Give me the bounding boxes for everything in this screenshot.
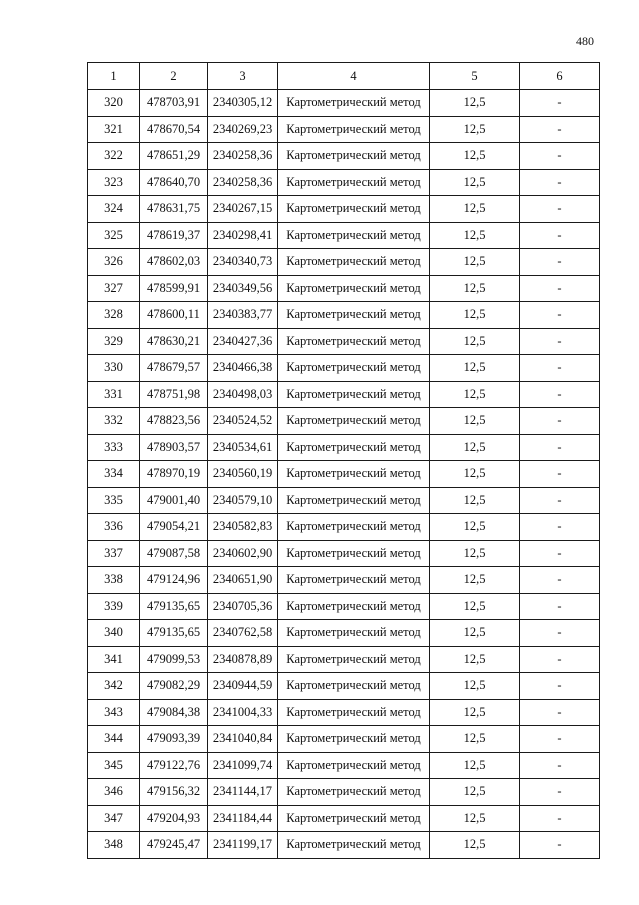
point-number-cell: 347 <box>88 805 140 832</box>
note-cell: - <box>520 646 600 673</box>
x-coordinate-cell: 478602,03 <box>140 249 208 276</box>
column-header: 6 <box>520 63 600 90</box>
accuracy-cell: 12,5 <box>430 620 520 647</box>
point-number-cell: 345 <box>88 752 140 779</box>
note-cell: - <box>520 302 600 329</box>
y-coordinate-cell: 2340427,36 <box>208 328 278 355</box>
point-number-cell: 337 <box>88 540 140 567</box>
accuracy-cell: 12,5 <box>430 699 520 726</box>
y-coordinate-cell: 2340267,15 <box>208 196 278 223</box>
page-number: 480 <box>576 34 594 48</box>
table-row <box>88 805 600 832</box>
y-coordinate-cell: 2340305,12 <box>208 90 278 117</box>
table-row <box>88 752 600 779</box>
point-number-cell: 338 <box>88 567 140 594</box>
x-coordinate-cell: 479156,32 <box>140 779 208 806</box>
point-number-cell: 340 <box>88 620 140 647</box>
method-cell: Картометрический метод <box>278 832 430 859</box>
point-number-cell: 339 <box>88 593 140 620</box>
method-cell: Картометрический метод <box>278 567 430 594</box>
note-cell: - <box>520 673 600 700</box>
note-cell: - <box>520 249 600 276</box>
point-number-cell: 327 <box>88 275 140 302</box>
y-coordinate-cell: 2340944,59 <box>208 673 278 700</box>
table-row <box>88 514 600 541</box>
accuracy-cell: 12,5 <box>430 381 520 408</box>
accuracy-cell: 12,5 <box>430 249 520 276</box>
accuracy-cell: 12,5 <box>430 434 520 461</box>
point-number-cell: 322 <box>88 143 140 170</box>
table-row <box>88 779 600 806</box>
method-cell: Картометрический метод <box>278 249 430 276</box>
note-cell: - <box>520 832 600 859</box>
table-row <box>88 699 600 726</box>
method-cell: Картометрический метод <box>278 540 430 567</box>
point-number-cell: 341 <box>88 646 140 673</box>
x-coordinate-cell: 479001,40 <box>140 487 208 514</box>
point-number-cell: 331 <box>88 381 140 408</box>
accuracy-cell: 12,5 <box>430 646 520 673</box>
point-number-cell: 348 <box>88 832 140 859</box>
method-cell: Картометрический метод <box>278 302 430 329</box>
note-cell: - <box>520 752 600 779</box>
accuracy-cell: 12,5 <box>430 116 520 143</box>
point-number-cell: 324 <box>88 196 140 223</box>
x-coordinate-cell: 478600,11 <box>140 302 208 329</box>
note-cell: - <box>520 275 600 302</box>
note-cell: - <box>520 90 600 117</box>
point-number-cell: 344 <box>88 726 140 753</box>
coordinates-table <box>87 62 600 859</box>
accuracy-cell: 12,5 <box>430 302 520 329</box>
note-cell: - <box>520 381 600 408</box>
point-number-cell: 321 <box>88 116 140 143</box>
y-coordinate-cell: 2341184,44 <box>208 805 278 832</box>
point-number-cell: 343 <box>88 699 140 726</box>
table-body <box>88 90 600 859</box>
x-coordinate-cell: 479124,96 <box>140 567 208 594</box>
point-number-cell: 335 <box>88 487 140 514</box>
method-cell: Картометрический метод <box>278 593 430 620</box>
x-coordinate-cell: 479093,39 <box>140 726 208 753</box>
y-coordinate-cell: 2340705,36 <box>208 593 278 620</box>
table-row <box>88 116 600 143</box>
y-coordinate-cell: 2341004,33 <box>208 699 278 726</box>
table-row <box>88 434 600 461</box>
x-coordinate-cell: 478619,37 <box>140 222 208 249</box>
point-number-cell: 328 <box>88 302 140 329</box>
y-coordinate-cell: 2340258,36 <box>208 143 278 170</box>
accuracy-cell: 12,5 <box>430 487 520 514</box>
column-header: 5 <box>430 63 520 90</box>
table-row <box>88 620 600 647</box>
x-coordinate-cell: 478823,56 <box>140 408 208 435</box>
note-cell: - <box>520 699 600 726</box>
method-cell: Картометрический метод <box>278 646 430 673</box>
y-coordinate-cell: 2340878,89 <box>208 646 278 673</box>
table-row <box>88 567 600 594</box>
method-cell: Картометрический метод <box>278 222 430 249</box>
table-row <box>88 832 600 859</box>
table-row <box>88 646 600 673</box>
accuracy-cell: 12,5 <box>430 752 520 779</box>
point-number-cell: 329 <box>88 328 140 355</box>
note-cell: - <box>520 540 600 567</box>
point-number-cell: 326 <box>88 249 140 276</box>
accuracy-cell: 12,5 <box>430 832 520 859</box>
accuracy-cell: 12,5 <box>430 567 520 594</box>
table-row <box>88 540 600 567</box>
accuracy-cell: 12,5 <box>430 593 520 620</box>
note-cell: - <box>520 169 600 196</box>
method-cell: Картометрический метод <box>278 143 430 170</box>
x-coordinate-cell: 478631,75 <box>140 196 208 223</box>
x-coordinate-cell: 479084,38 <box>140 699 208 726</box>
accuracy-cell: 12,5 <box>430 461 520 488</box>
x-coordinate-cell: 479122,76 <box>140 752 208 779</box>
method-cell: Картометрический метод <box>278 434 430 461</box>
method-cell: Картометрический метод <box>278 328 430 355</box>
table-row <box>88 461 600 488</box>
table-row <box>88 328 600 355</box>
y-coordinate-cell: 2341144,17 <box>208 779 278 806</box>
x-coordinate-cell: 478640,70 <box>140 169 208 196</box>
note-cell: - <box>520 620 600 647</box>
x-coordinate-cell: 478599,91 <box>140 275 208 302</box>
note-cell: - <box>520 593 600 620</box>
method-cell: Картометрический метод <box>278 275 430 302</box>
note-cell: - <box>520 116 600 143</box>
y-coordinate-cell: 2340466,38 <box>208 355 278 382</box>
method-cell: Картометрический метод <box>278 487 430 514</box>
point-number-cell: 336 <box>88 514 140 541</box>
y-coordinate-cell: 2340582,83 <box>208 514 278 541</box>
x-coordinate-cell: 478630,21 <box>140 328 208 355</box>
column-header: 2 <box>140 63 208 90</box>
table-row <box>88 381 600 408</box>
accuracy-cell: 12,5 <box>430 143 520 170</box>
table-row <box>88 726 600 753</box>
accuracy-cell: 12,5 <box>430 328 520 355</box>
method-cell: Картометрический метод <box>278 699 430 726</box>
table-row <box>88 169 600 196</box>
method-cell: Картометрический метод <box>278 196 430 223</box>
note-cell: - <box>520 196 600 223</box>
y-coordinate-cell: 2340269,23 <box>208 116 278 143</box>
y-coordinate-cell: 2340762,58 <box>208 620 278 647</box>
x-coordinate-cell: 479135,65 <box>140 593 208 620</box>
x-coordinate-cell: 478679,57 <box>140 355 208 382</box>
accuracy-cell: 12,5 <box>430 726 520 753</box>
y-coordinate-cell: 2340340,73 <box>208 249 278 276</box>
point-number-cell: 346 <box>88 779 140 806</box>
accuracy-cell: 12,5 <box>430 275 520 302</box>
accuracy-cell: 12,5 <box>430 540 520 567</box>
point-number-cell: 333 <box>88 434 140 461</box>
y-coordinate-cell: 2340651,90 <box>208 567 278 594</box>
y-coordinate-cell: 2341199,17 <box>208 832 278 859</box>
accuracy-cell: 12,5 <box>430 196 520 223</box>
method-cell: Картометрический метод <box>278 514 430 541</box>
x-coordinate-cell: 479054,21 <box>140 514 208 541</box>
method-cell: Картометрический метод <box>278 169 430 196</box>
accuracy-cell: 12,5 <box>430 222 520 249</box>
y-coordinate-cell: 2340579,10 <box>208 487 278 514</box>
table-row <box>88 143 600 170</box>
table-row <box>88 593 600 620</box>
note-cell: - <box>520 487 600 514</box>
note-cell: - <box>520 779 600 806</box>
y-coordinate-cell: 2340383,77 <box>208 302 278 329</box>
y-coordinate-cell: 2341040,84 <box>208 726 278 753</box>
table-row <box>88 673 600 700</box>
x-coordinate-cell: 478703,91 <box>140 90 208 117</box>
y-coordinate-cell: 2340349,56 <box>208 275 278 302</box>
point-number-cell: 320 <box>88 90 140 117</box>
y-coordinate-cell: 2340534,61 <box>208 434 278 461</box>
note-cell: - <box>520 461 600 488</box>
x-coordinate-cell: 478970,19 <box>140 461 208 488</box>
x-coordinate-cell: 479204,93 <box>140 805 208 832</box>
note-cell: - <box>520 328 600 355</box>
accuracy-cell: 12,5 <box>430 514 520 541</box>
column-header: 1 <box>88 63 140 90</box>
x-coordinate-cell: 479099,53 <box>140 646 208 673</box>
method-cell: Картометрический метод <box>278 408 430 435</box>
method-cell: Картометрический метод <box>278 461 430 488</box>
table-row <box>88 487 600 514</box>
point-number-cell: 332 <box>88 408 140 435</box>
accuracy-cell: 12,5 <box>430 673 520 700</box>
table-row <box>88 222 600 249</box>
method-cell: Картометрический метод <box>278 726 430 753</box>
method-cell: Картометрический метод <box>278 752 430 779</box>
x-coordinate-cell: 479082,29 <box>140 673 208 700</box>
point-number-cell: 330 <box>88 355 140 382</box>
table-row <box>88 302 600 329</box>
y-coordinate-cell: 2340298,41 <box>208 222 278 249</box>
y-coordinate-cell: 2340258,36 <box>208 169 278 196</box>
column-header: 4 <box>278 63 430 90</box>
accuracy-cell: 12,5 <box>430 169 520 196</box>
method-cell: Картометрический метод <box>278 90 430 117</box>
note-cell: - <box>520 726 600 753</box>
accuracy-cell: 12,5 <box>430 805 520 832</box>
table-row <box>88 355 600 382</box>
method-cell: Картометрический метод <box>278 355 430 382</box>
x-coordinate-cell: 478670,54 <box>140 116 208 143</box>
method-cell: Картометрический метод <box>278 116 430 143</box>
method-cell: Картометрический метод <box>278 805 430 832</box>
method-cell: Картометрический метод <box>278 381 430 408</box>
y-coordinate-cell: 2341099,74 <box>208 752 278 779</box>
note-cell: - <box>520 355 600 382</box>
y-coordinate-cell: 2340602,90 <box>208 540 278 567</box>
accuracy-cell: 12,5 <box>430 779 520 806</box>
point-number-cell: 334 <box>88 461 140 488</box>
method-cell: Картометрический метод <box>278 779 430 806</box>
note-cell: - <box>520 805 600 832</box>
table-row <box>88 249 600 276</box>
table-row <box>88 196 600 223</box>
table-row <box>88 408 600 435</box>
table-row <box>88 90 600 117</box>
x-coordinate-cell: 478751,98 <box>140 381 208 408</box>
point-number-cell: 323 <box>88 169 140 196</box>
accuracy-cell: 12,5 <box>430 355 520 382</box>
note-cell: - <box>520 408 600 435</box>
note-cell: - <box>520 143 600 170</box>
column-header: 3 <box>208 63 278 90</box>
method-cell: Картометрический метод <box>278 673 430 700</box>
method-cell: Картометрический метод <box>278 620 430 647</box>
note-cell: - <box>520 222 600 249</box>
y-coordinate-cell: 2340498,03 <box>208 381 278 408</box>
x-coordinate-cell: 479245,47 <box>140 832 208 859</box>
y-coordinate-cell: 2340524,52 <box>208 408 278 435</box>
accuracy-cell: 12,5 <box>430 408 520 435</box>
x-coordinate-cell: 479087,58 <box>140 540 208 567</box>
note-cell: - <box>520 434 600 461</box>
x-coordinate-cell: 478903,57 <box>140 434 208 461</box>
note-cell: - <box>520 514 600 541</box>
y-coordinate-cell: 2340560,19 <box>208 461 278 488</box>
table-row <box>88 275 600 302</box>
note-cell: - <box>520 567 600 594</box>
accuracy-cell: 12,5 <box>430 90 520 117</box>
table-header-row <box>88 63 600 90</box>
x-coordinate-cell: 478651,29 <box>140 143 208 170</box>
x-coordinate-cell: 479135,65 <box>140 620 208 647</box>
point-number-cell: 342 <box>88 673 140 700</box>
point-number-cell: 325 <box>88 222 140 249</box>
